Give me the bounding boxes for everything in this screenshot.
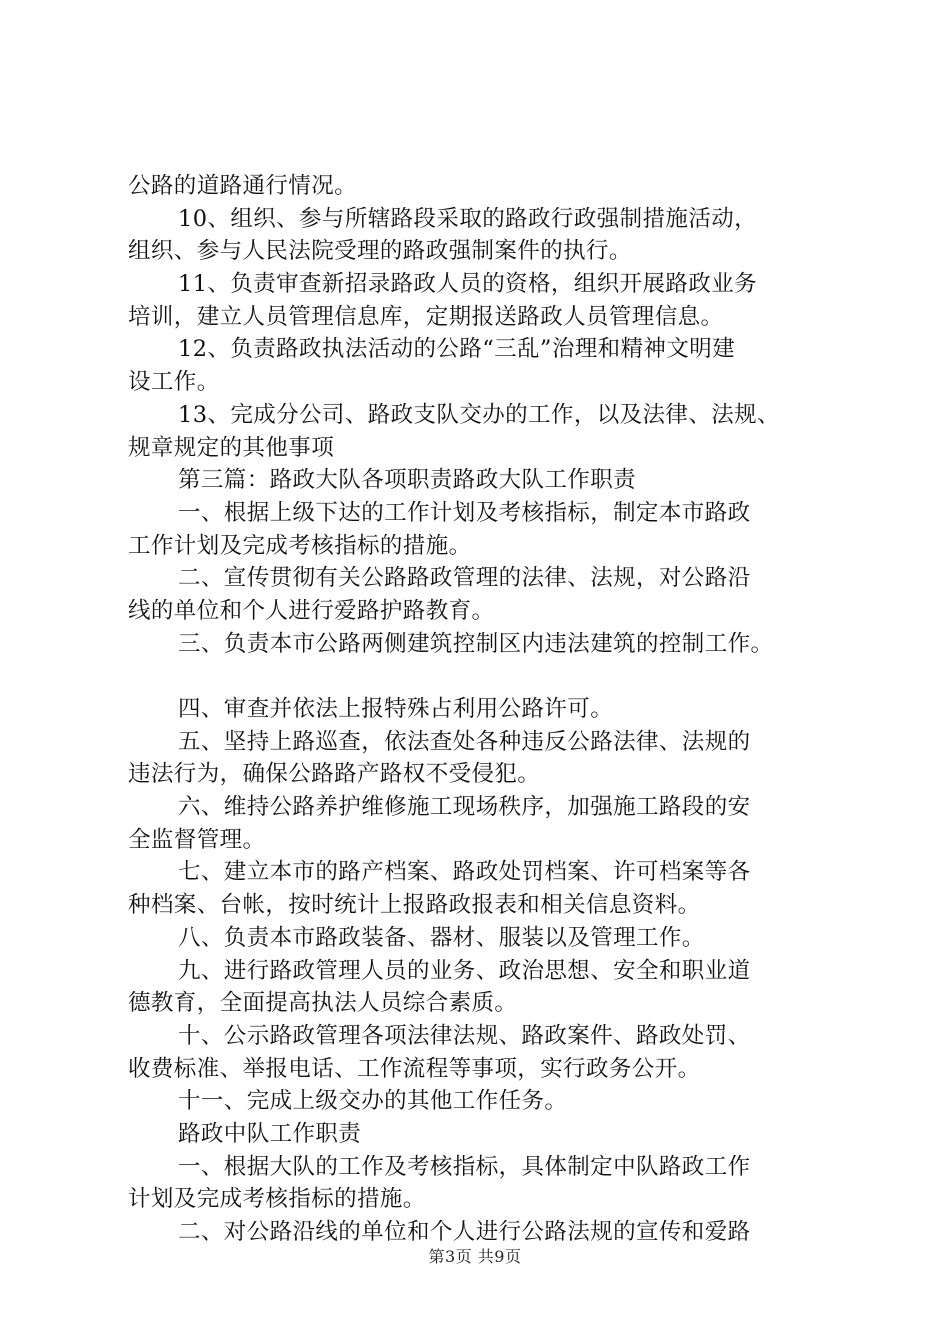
text-line: 六、维持公路养护维修施工现场秩序，加强施工路段的安 [178, 794, 751, 821]
text-line: 违法行为，确保公路路产路权不受侵犯。 [128, 761, 541, 788]
text-line: 路政中队工作职责 [178, 1120, 362, 1147]
text-line: 11、负责审查新招录路政人员的资格，组织开展路政业务 [178, 271, 758, 298]
text-line: 十、公示路政管理各项法律法规、路政案件、路政处罚、 [178, 1022, 751, 1049]
blank-line [128, 660, 848, 693]
text-line: 四、审查并依法上报特殊占利用公路许可。 [178, 696, 614, 722]
text-line: 七、建立本市的路产档案、路政处罚档案、许可档案等各 [178, 859, 751, 886]
text-line: 设工作。 [128, 369, 220, 396]
document-body [128, 170, 848, 1249]
text-line: 线的单位和个人进行爱路护路教育。 [128, 597, 495, 624]
text-line: 收费标准、举报电话、工作流程等事项，实行政务公开。 [128, 1055, 701, 1082]
text-line: 公路的道路通行情况。 [128, 173, 358, 199]
text-line: 工作计划及完成考核指标的措施。 [128, 532, 472, 559]
text-line: 三、负责本市公路两侧建筑控制区内违法建筑的控制工作。 [178, 630, 774, 657]
text-line: 二、对公路沿线的单位和个人进行公路法规的宣传和爱路 [178, 1219, 751, 1245]
page-footer: 第3页 共9页 [428, 1247, 522, 1266]
text-line: 一、根据上级下达的工作计划及考核指标，制定本市路政 [178, 499, 751, 526]
text-line: 九、进行路政管理人员的业务、政治思想、安全和职业道 [178, 957, 751, 984]
text-line: 培训，建立人员管理信息库，定期报送路政人员管理信息。 [128, 303, 724, 330]
text-line: 二、宣传贯彻有关公路路政管理的法律、法规，对公路沿 [178, 565, 751, 592]
text-line: 组织、参与人民法院受理的路政强制案件的执行。 [128, 238, 632, 265]
text-line: 八、负责本市路政装备、器材、服装以及管理工作。 [178, 924, 705, 951]
text-line: 12、负责路政执法活动的公路“三乱”治理和精神文明建 [178, 336, 736, 363]
text-line: 计划及完成考核指标的措施。 [128, 1186, 426, 1213]
text-line: 第三篇：路政大队各项职责路政大队工作职责 [178, 467, 637, 494]
text-line: 规章规定的其他事项 [128, 434, 335, 461]
text-line: 一、根据大队的工作及考核指标，具体制定中队路政工作 [178, 1153, 751, 1180]
text-line: 10、组织、参与所辖路段采取的路政行政强制措施活动， [178, 205, 758, 232]
text-line: 全监督管理。 [128, 826, 266, 853]
text-line: 种档案、台帐，按时统计上报路政报表和相关信息资料。 [128, 892, 701, 919]
text-line: 13、完成分公司、路政支队交办的工作，以及法律、法规、 [178, 401, 780, 428]
text-line: 十一、完成上级交办的其他工作任务。 [178, 1088, 568, 1115]
text-line: 德教育，全面提高执法人员综合素质。 [128, 990, 518, 1017]
text-line: 五、坚持上路巡查，依法查处各种违反公路法律、法规的 [178, 728, 751, 755]
